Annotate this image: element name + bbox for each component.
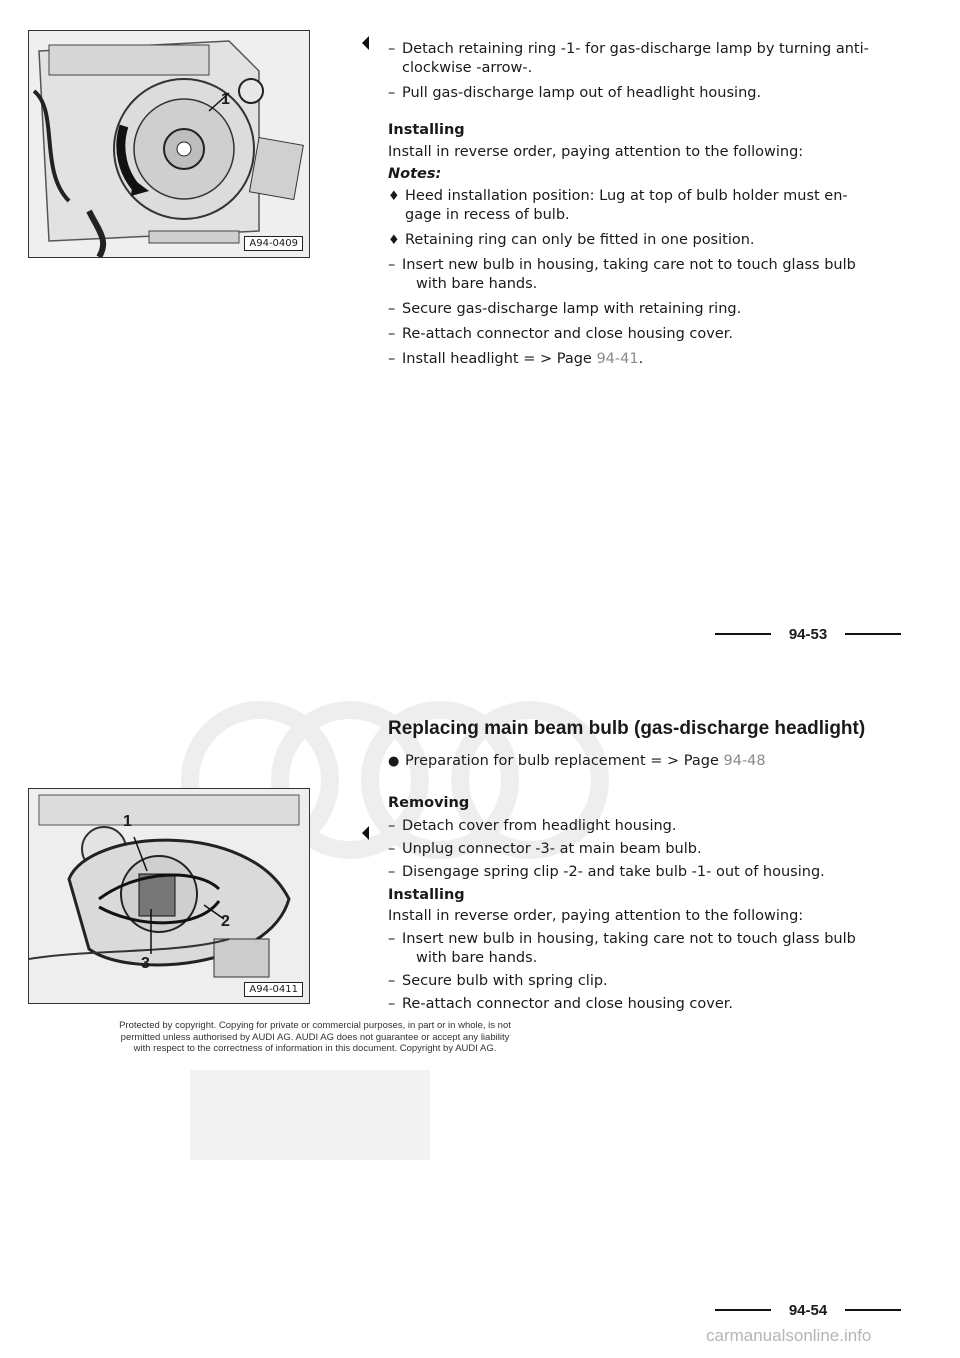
- installing-intro: Install in reverse order, paying attention to the following:: [388, 908, 804, 924]
- step: – Install headlight = > Page 94-41.: [388, 351, 644, 367]
- callout-2: 2: [221, 913, 230, 930]
- site-watermark: carmanualsonline.info: [706, 1326, 872, 1345]
- diamond-icon: ♦: [388, 189, 400, 204]
- dot-icon: ●: [388, 754, 400, 769]
- page-reference-link[interactable]: 94-48: [723, 753, 766, 769]
- step-continued: with bare hands.: [416, 950, 538, 966]
- figure-code: A94-0411: [244, 982, 303, 997]
- removing-heading: Removing: [388, 795, 470, 811]
- section-1-text: [388, 40, 908, 369]
- step: – Disengage spring clip -2- and take bulb -1- out of housing.: [388, 864, 825, 880]
- headlight-illustration: [29, 31, 309, 257]
- callout-1: 1: [221, 91, 230, 108]
- note-item-continued: gage in recess of bulb.: [405, 207, 570, 223]
- diamond-icon: ♦: [388, 233, 400, 248]
- step: – Secure bulb with spring clip.: [388, 973, 608, 989]
- installing-heading: Installing: [388, 887, 465, 903]
- section-title: Replacing main beam bulb (gas-discharge headlight): [388, 718, 866, 739]
- section-2-prep: [388, 752, 908, 771]
- copyright-notice: Protected by copyright. Copying for private or commercial purposes, in part or in whole, is not permitted unless authorised by AUDI AG. AUDI AG does not guarantee or accept any liability with respect to the correctness of information in this document. Copyright by AUDI AG.: [119, 1020, 511, 1054]
- callout-1: 1: [123, 813, 132, 830]
- notes-heading: Notes:: [388, 166, 442, 182]
- step: – Insert new bulb in housing, taking care not to touch glass bulb: [388, 257, 856, 273]
- figure-gas-discharge-lamp: [28, 30, 310, 258]
- step-continued: clockwise -arrow-.: [402, 60, 533, 76]
- note-item: ♦ Heed installation position: Lug at top of bulb holder must en-: [388, 188, 848, 204]
- page-number: 94-53: [715, 622, 901, 646]
- figure-main-beam-bulb: [28, 788, 310, 1004]
- step: – Insert new bulb in housing, taking care not to touch glass bulb: [388, 931, 856, 947]
- installing-heading: Installing: [388, 122, 465, 138]
- installing-intro: Install in reverse order, paying attention to the following:: [388, 144, 804, 160]
- step-continued: with bare hands.: [416, 276, 538, 292]
- page-reference-link[interactable]: 94-41: [596, 351, 639, 367]
- note-item: ♦ Retaining ring can only be fitted in one position.: [388, 232, 755, 248]
- step: – Pull gas-discharge lamp out of headlight housing.: [388, 85, 762, 101]
- step: – Re-attach connector and close housing cover.: [388, 326, 734, 342]
- pointer-arrow-icon: [362, 36, 369, 50]
- pointer-arrow-icon: [362, 826, 369, 840]
- step: – Unplug connector -3- at main beam bulb.: [388, 841, 702, 857]
- step: – Detach cover from headlight housing.: [388, 818, 677, 834]
- headlight-rear-illustration: [29, 789, 309, 1003]
- callout-3: 3: [141, 955, 150, 972]
- page-number: 94-54: [715, 1298, 901, 1322]
- step: – Secure gas-discharge lamp with retaining ring.: [388, 301, 742, 317]
- step: – Detach retaining ring -1- for gas-discharge lamp by turning anti-: [388, 41, 869, 57]
- step: – Re-attach connector and close housing cover.: [388, 996, 734, 1012]
- section-2-text: [388, 794, 908, 1014]
- figure-code: A94-0409: [244, 236, 303, 251]
- prep-item: ● Preparation for bulb replacement = > Page 94-48: [388, 753, 766, 769]
